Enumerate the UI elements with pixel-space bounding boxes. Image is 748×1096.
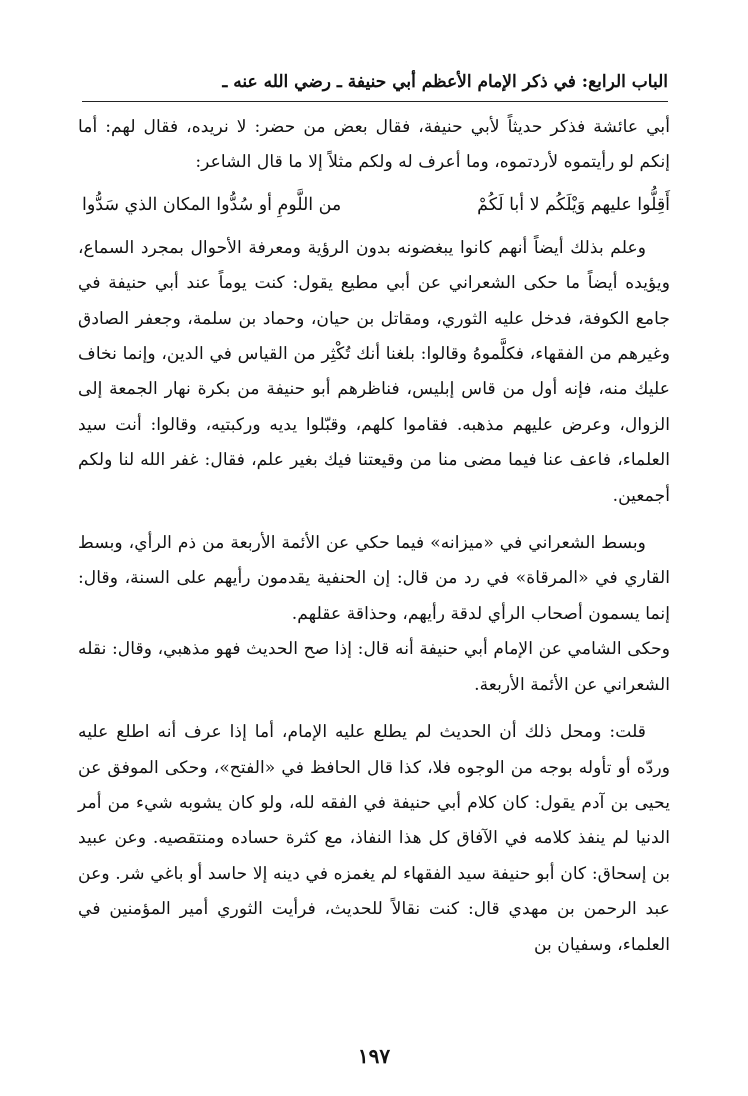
paragraph-3: وبسط الشعراني في «ميزانه» فيما حكي عن الأئمة الأربعة من ذم الرأي، وبسط القاري في «المرقاة» في رد من قال: إن الحنفية يقدمون رأيهم على السنة، وقال: إنما يسمون أصحاب الرأي لدقة رأيهم، وحذاقة عقلهم. xyxy=(78,533,670,624)
paragraph-1: أبي عائشة فذكر حديثاً لأبي حنيفة، فقال بعض من حضر: لا نريده، فقال لهم: أما إنكم لو رأيتموه لأردتموه، وما أعرف له ولكم مثلاً إلا ما قال الشاعر: xyxy=(78,117,670,173)
poetry-verse xyxy=(78,187,670,223)
page-body xyxy=(78,110,670,963)
verse-second-hemistich: من اللَّومِ أو سُدُّوا المكان الذي سَدُّوا xyxy=(82,194,342,215)
page-number: ١٩٧ xyxy=(357,1044,391,1068)
header-divider xyxy=(82,101,668,102)
paragraph-4: وحكى الشامي عن الإمام أبي حنيفة أنه قال: إذا صح الحديث فهو مذهبي، وقال: نقله الشعراني عن الأئمة الأربعة. xyxy=(78,639,670,695)
running-header: الباب الرابع: في ذكر الإمام الأعظم أبي حنيفة ـ رضي الله عنه ـ xyxy=(222,72,668,92)
paragraph-2: وعلم بذلك أيضاً أنهم كانوا يبغضونه بدون الرؤية ومعرفة الأحوال بمجرد السماع، ويؤيده أيضاً ما حكى الشعراني عن أبي مطيع يقول: كنت يوماً عند أبي حنيفة في جامع الكوفة، فدخل عليه الثوري، ومقاتل بن حيان، وحماد بن سلمة، وجعفر الصادق وغيرهم من الفقهاء، فكلَّموهُ وقالوا: بلغنا أنك تُكْثِر من القياس في الدين، وإنما نخاف عليك منه، فإنه أول من قاس إبليس، فناظرهم أبو حنيفة من بكرة نهار الجمعة إلى الزوال، وعرض عليهم مذهبه. فقاموا كلهم، وقبّلوا يديه وركبتيه، وقالوا: أنت سيد العلماء، فاعف عنا فيما مضى منا من وقيعتنا فيك بغير علم، فقال: غفر الله لنا ولكم أجمعين. xyxy=(78,237,670,506)
paragraph-5: قلت: ومحل ذلك أن الحديث لم يطلع عليه الإمام، أما إذا عرف أنه اطلع عليه وردّه أو تأوله بوجه من الوجوه فلا، كذا قال الحافظ في «الفتح»، وحكى الموفق عن يحيى بن آدم يقول: كان كلام أبي حنيفة في الفقه لله، ولو كان يشوبه شيء من أمر الدنيا لم ينفذ كلامه في الآفاق كل هذا النفاذ، مع كثرة حساده ومنتقصيه. وعن عبيد بن إسحاق: كان أبو حنيفة سيد الفقهاء لم يغمزه في دينه إلا حاسد أو باغي شر. وعن عبد الرحمن بن مهدي قال: كنت نقالاً للحديث، فرأيت الثوري أمير المؤمنين في العلماء، وسفيان بن xyxy=(78,722,670,955)
verse-first-hemistich: أَقِلُّوا عليهم وَيْلَكُم لا أبا لَكُمْ xyxy=(477,194,670,215)
